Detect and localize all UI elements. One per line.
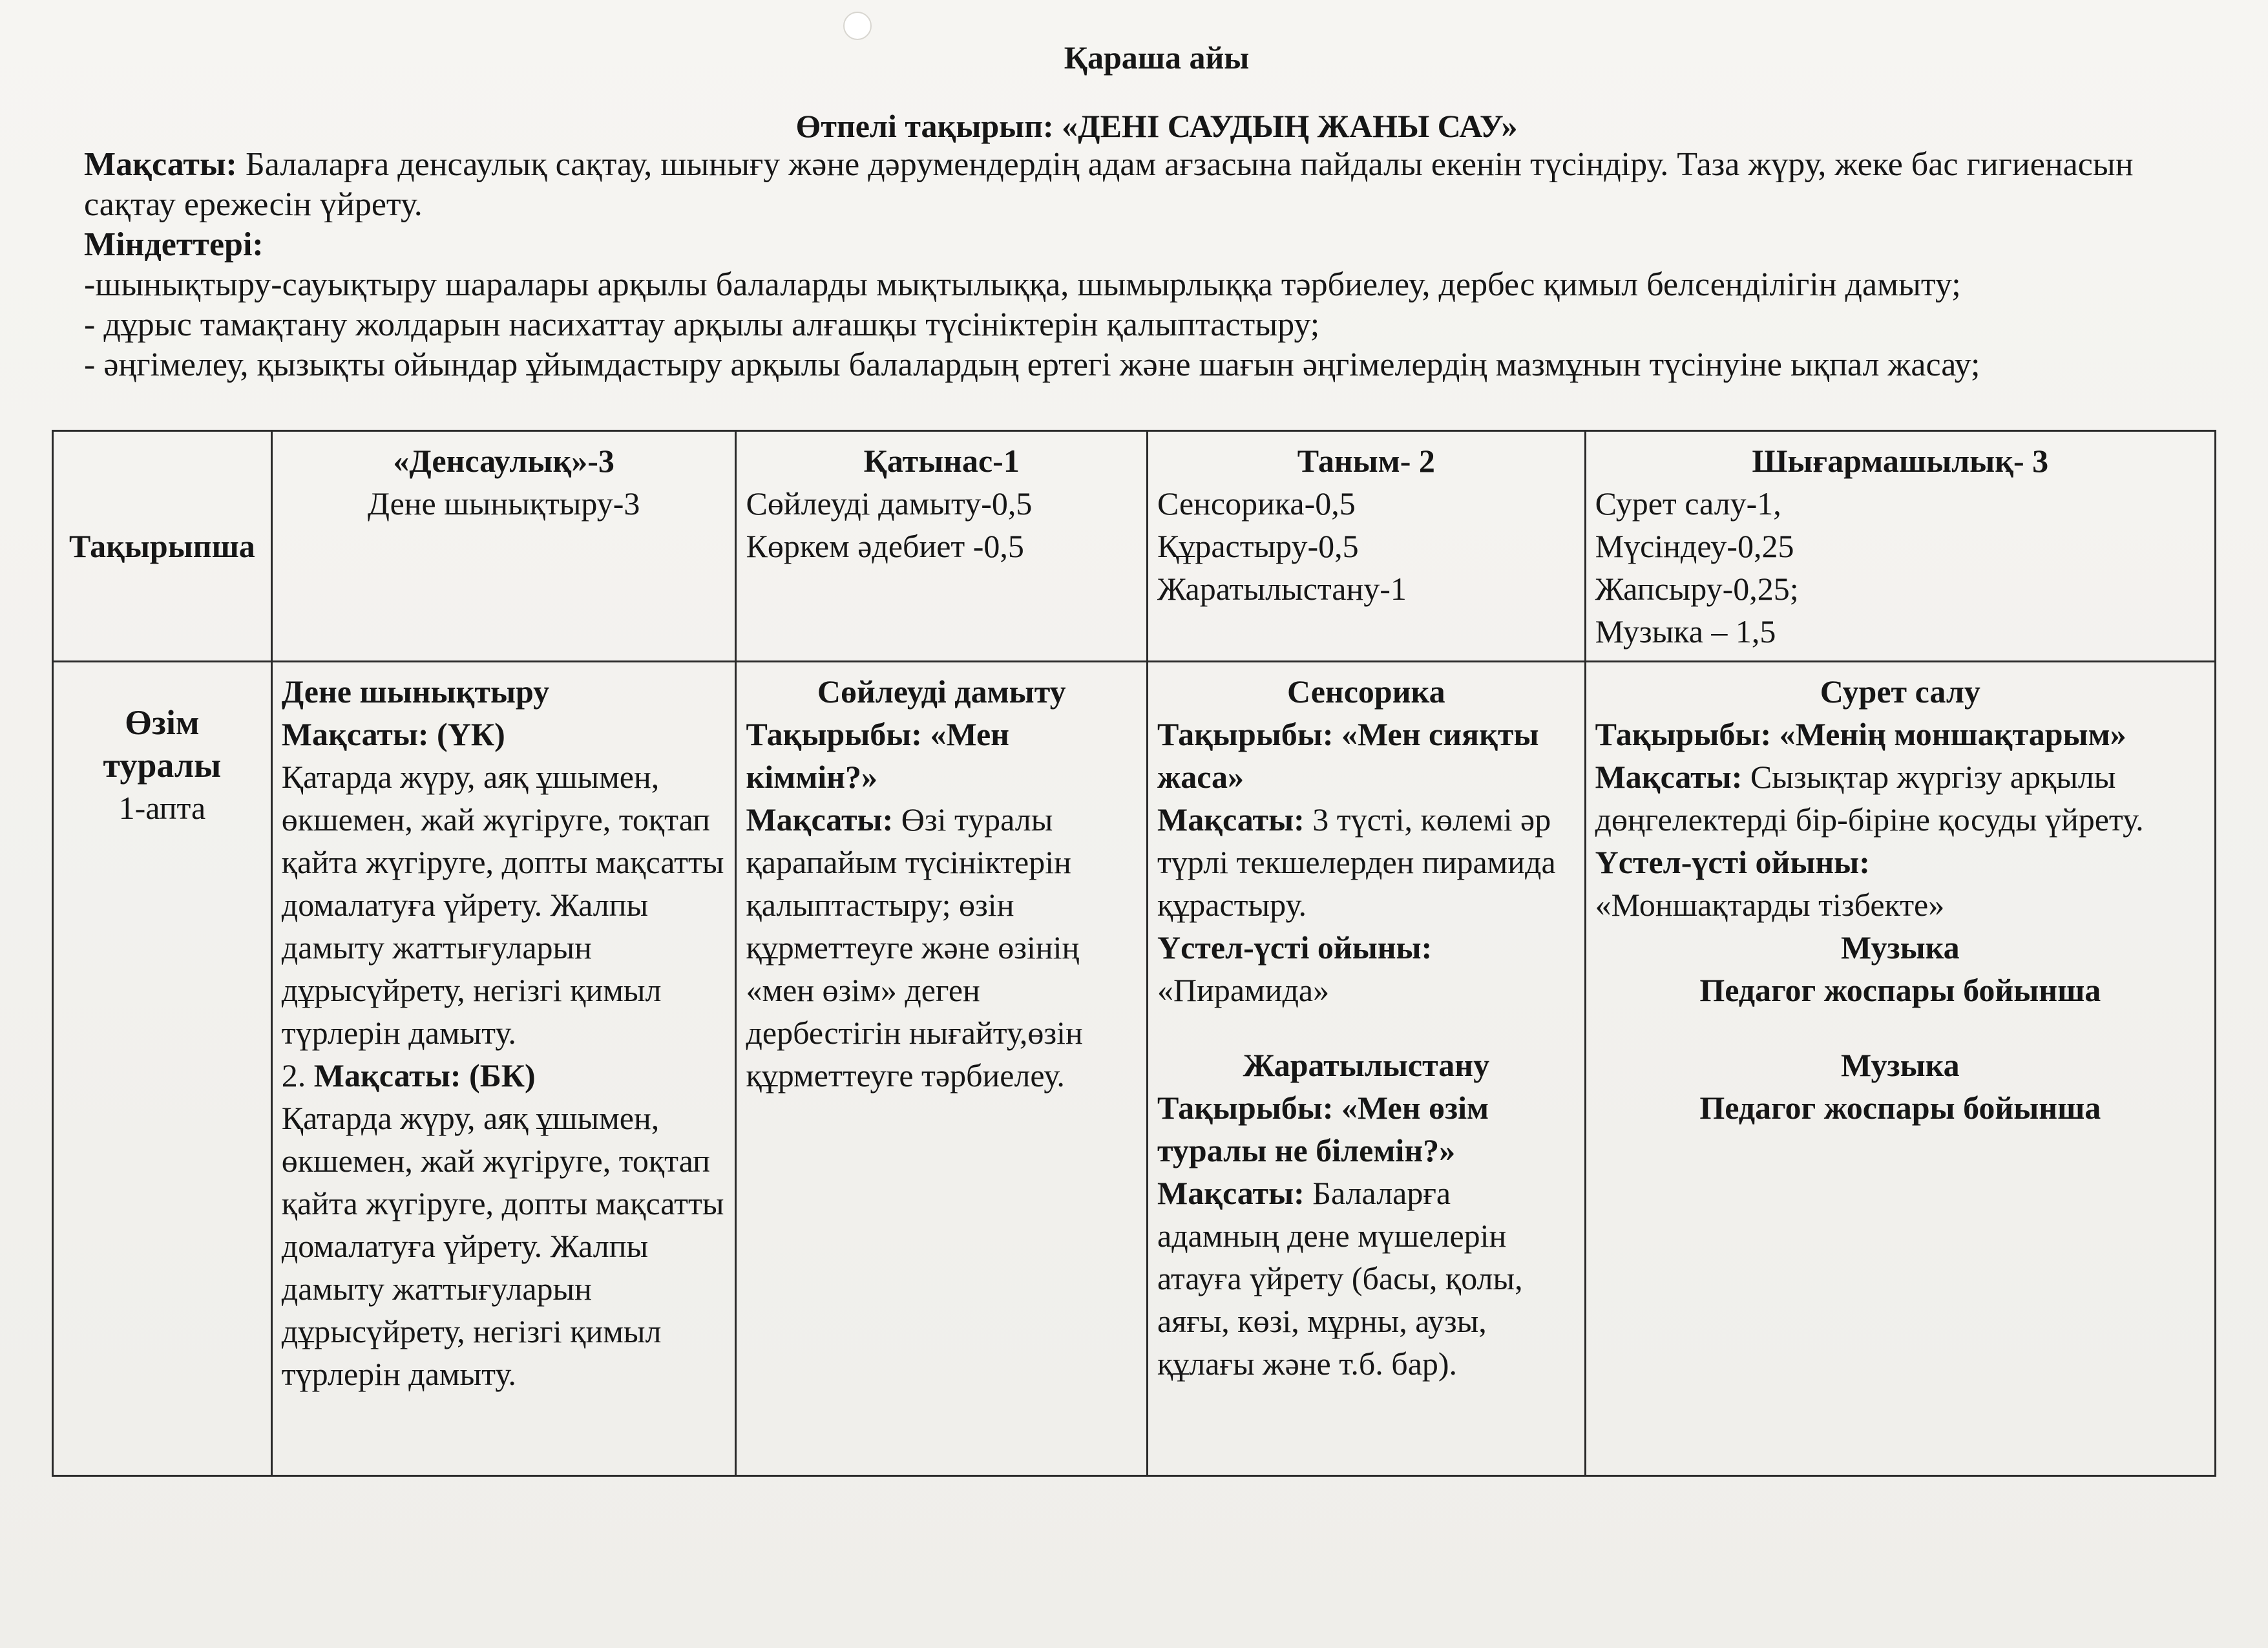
- pe-goal2-heading: [282, 1054, 726, 1097]
- header-creativity-line: Жапсыру-0,25;: [1595, 571, 1799, 607]
- speech-goal: [746, 798, 1137, 1097]
- goal-paragraph: [84, 145, 2229, 225]
- header-cognition-line: Сенсорика-0,5: [1157, 485, 1356, 522]
- header-communication-title: Қатынас-1: [863, 443, 1020, 479]
- header-creativity-line: Мүсіндеу-0,25: [1595, 528, 1794, 564]
- pe-title: Дене шынықтыру: [281, 673, 550, 710]
- music-text: Педагог жоспары бойынша: [1699, 1090, 2101, 1126]
- header-cell-creativity: [1585, 431, 2215, 662]
- pe-goal1-text: Қатарда жүру, аяқ ұшымен, өкшемен, жай жүгіруге, тоқтап қайта жүгіруге, допты мақсатты домалатуға үйрету. Жалпы дамыту жаттығуларын дұрысүйрету, негізгі қимыл түрлерін дамыту.: [281, 759, 724, 1051]
- music-title: Музыка: [1840, 1047, 1960, 1083]
- music-text: Педагог жоспары бойынша: [1699, 972, 2101, 1008]
- sensory-topic: Тақырыбы: «Мен сияқты жаса»: [1157, 716, 1539, 795]
- sensory-title: Сенсорика: [1287, 673, 1445, 710]
- nature-goal-label: Мақсаты:: [1157, 1175, 1305, 1211]
- pe-goal2-prefix: 2.: [281, 1057, 314, 1093]
- page-header: [84, 26, 2229, 385]
- drawing-game-text: «Моншақтарды тізбекте»: [1595, 887, 1945, 923]
- pe-goal2-label: Мақсаты: (БК): [313, 1057, 536, 1093]
- tasks-label: Міндеттері:: [84, 226, 264, 263]
- sensory-goal: [1157, 798, 1575, 926]
- nature-goal: [1157, 1172, 1575, 1385]
- cell-creativity: [1585, 662, 2215, 1476]
- speech-goal-text: Өзі туралы қарапайым түсініктерін қалыптастыру; өзін құрметтеуге және өзінің «мен өзім» деген дербестігін нығайту,өзін құрметтеуге тәрбиелеу.: [746, 801, 1083, 1093]
- header-cognition-line: Жаратылыстану-1: [1157, 571, 1407, 607]
- theme-title: Өтпелі тақырып: «ДЕНІ САУДЫҢ ЖАНЫ САУ»: [795, 108, 1518, 144]
- week-number: 1-апта: [118, 790, 206, 826]
- cell-speech-development: [736, 662, 1148, 1476]
- header-health-line: Дене шынықтыру-3: [367, 485, 640, 522]
- week-title-line: туралы: [103, 746, 222, 785]
- goal-text: Балаларға денсаулық сақтау, шынығу және дәрумендердің адам ағзасына пайдалы екенін түсіндіру. Таза жүру, жеке бас гигиенасын сақтау ережесін үйрету.: [84, 146, 2134, 223]
- month-title: Қараша айы: [1064, 39, 1250, 76]
- nature-goal-text: Балаларға адамның дене мүшелерін атауға үйрету (басы, қолы, аяғы, көзі, мұрны, аузы, құлағы және т.б. бар).: [1157, 1175, 1523, 1382]
- speech-title: Сөйлеуді дамыту: [817, 673, 1066, 710]
- cell-cognition: [1148, 662, 1586, 1476]
- header-cell-subtopic: Тақырыпша: [53, 431, 272, 662]
- header-cell-health: [271, 431, 736, 662]
- header-communication-line: Сөйлеуді дамыту-0,5: [746, 485, 1033, 522]
- header-health-title: «Денсаулық»-3: [393, 443, 614, 479]
- drawing-game-label: Үстел-үсті ойыны:: [1595, 844, 1870, 880]
- nature-topic: Тақырыбы: «Мен өзім туралы не білемін?»: [1157, 1090, 1489, 1168]
- week-cell: [53, 662, 272, 1476]
- task-item: - әңгімелеу, қызықты ойындар ұйымдастыру арқылы балалардың ертегі және шағын әңгімелердің мазмұнын түсінуіне ықпал жасау;: [84, 346, 1980, 383]
- cell-physical-education: [271, 662, 736, 1476]
- week-title-line: Өзім: [125, 703, 200, 742]
- goal-label: Мақсаты:: [84, 146, 237, 183]
- table-row-week1: [53, 662, 2216, 1476]
- drawing-goal-text: Сызықтар жүргізу арқылы дөңгелектерді бір-біріне қосуды үйрету.: [1595, 759, 2144, 838]
- pe-goal1-label: Мақсаты: (ҮК): [281, 716, 505, 752]
- header-creativity-title: Шығармашылық- 3: [1752, 443, 2049, 479]
- table-header-row: [53, 431, 2216, 662]
- task-item: - дұрыс тамақтану жолдарын насихаттау арқылы алғашқы түсініктерін қалыптастыру;: [84, 306, 1320, 343]
- task-item: -шынықтыру-сауықтыру шаралары арқылы балаларды мықтылыққа, шымырлыққа тәрбиелеу, дербес қимыл белсенділігін дамыту;: [84, 266, 1961, 303]
- music-title: Музыка: [1840, 929, 1960, 966]
- header-creativity-line: Музыка – 1,5: [1595, 613, 1776, 650]
- drawing-goal: [1595, 755, 2205, 841]
- header-cell-cognition: [1148, 431, 1586, 662]
- header-creativity-line: Сурет салу-1,: [1595, 485, 1781, 522]
- weekly-plan-table: [52, 430, 2216, 1477]
- drawing-title: Сурет салу: [1820, 673, 1980, 710]
- header-communication-line: Көркем әдебиет -0,5: [746, 528, 1024, 564]
- drawing-goal-label: Мақсаты:: [1595, 759, 1743, 795]
- speech-topic: Тақырыбы: «Мен кіммін?»: [746, 716, 1009, 795]
- header-cognition-line: Құрастыру-0,5: [1157, 528, 1359, 564]
- drawing-topic: Тақырыбы: «Менің моншақтарым»: [1595, 716, 2126, 752]
- header-cell-communication: [736, 431, 1148, 662]
- spacer: [1595, 1011, 2205, 1044]
- tasks-list: [84, 265, 2229, 385]
- pe-goal2-text: Қатарда жүру, аяқ ұшымен, өкшемен, жай жүгіруге, тоқтап қайта жүгіруге, допты мақсатты домалатуға үйрету. Жалпы дамыту жаттығуларын дұрысүйрету, негізгі қимыл түрлерін дамыту.: [281, 1100, 724, 1392]
- nature-title: Жаратылыстану: [1243, 1047, 1490, 1083]
- sensory-game-label: Үстел-үсті ойыны:: [1157, 929, 1433, 966]
- header-cognition-title: Таным- 2: [1297, 443, 1435, 479]
- sensory-goal-label: Мақсаты:: [1157, 801, 1305, 838]
- speech-goal-label: Мақсаты:: [746, 801, 894, 838]
- spacer: [1157, 1011, 1575, 1044]
- sensory-goal-text: 3 түсті, көлемі әр түрлі текшелерден пирамида құрастыру.: [1157, 801, 1556, 923]
- sensory-game-text: «Пирамида»: [1157, 972, 1330, 1008]
